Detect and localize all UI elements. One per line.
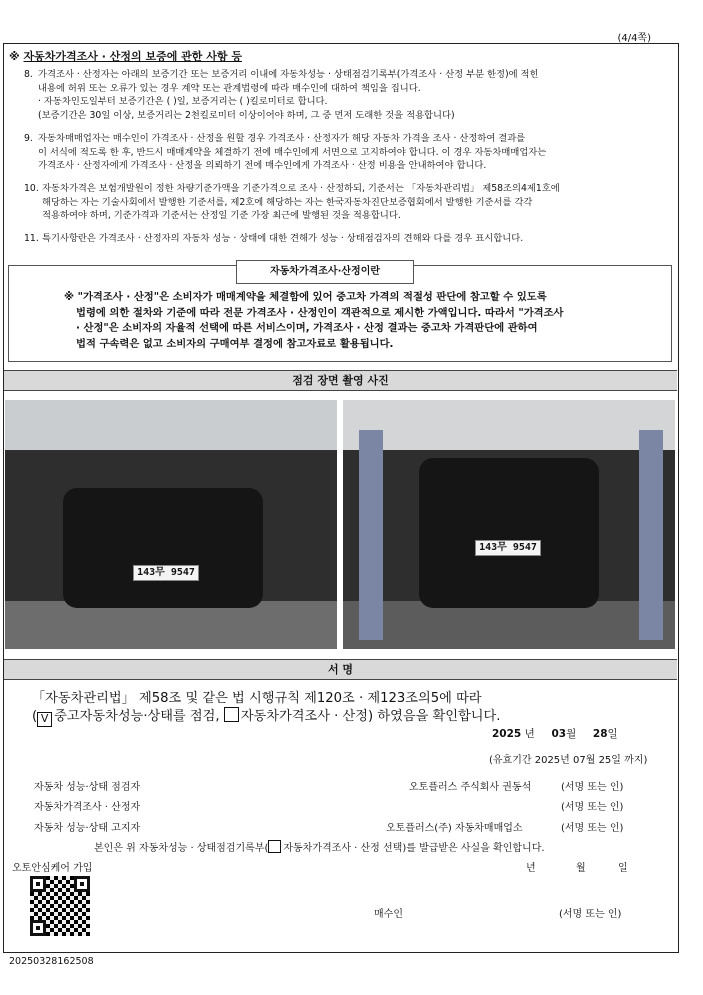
item-line: 내용에 허위 또는 오류가 있는 경우 계약 또는 관계법령에 따라 매수인에 대하여 책임을 집니다.: [38, 82, 421, 94]
item-number: 9.: [24, 133, 33, 144]
receipt-statement: [94, 839, 545, 854]
section-title: [9, 48, 242, 64]
reference-mark: ※: [9, 50, 20, 63]
notifier-name: 오토플러스(주) 자동차매매업소: [386, 823, 523, 834]
item-line: 자동차가격은 보험개발원이 정한 차량기준가액을 기준가격으로 조사 · 산정하되, 기준서는 「자동차관리법」 제58조의4제1호에: [42, 183, 560, 194]
item-line: 이 서식에 적도록 한 후, 반드시 매매계약을 체결하기 전에 매수인에게 서면으로 고지하여야 합니다. 이 경우 자동차매매업자는: [38, 146, 547, 158]
inspector-signature[interactable]: (서명 또는 인): [561, 782, 624, 793]
vehicle-rear: [419, 458, 599, 608]
rear-inspection-photo: [343, 400, 675, 649]
item-line: · 자동차인도일부터 보증기간은 ( )일, 보증거리는 ( )킬로미터로 합니다.: [38, 96, 328, 108]
buyer-label: 매수인: [374, 909, 403, 920]
notifier-role: 자동차 성능·상태 고지자: [34, 823, 141, 834]
vehicle-front: [63, 488, 263, 608]
receipt-post: 자동차가격조사 · 산정 선택)를 발급받은 사실을 확인합니다.: [283, 843, 545, 854]
date-month: 03: [551, 728, 567, 740]
receipt-appraisal-checkbox[interactable]: [268, 840, 281, 853]
document-id: 20250328162508: [9, 956, 94, 967]
signature-section-title: 서 명: [4, 659, 677, 680]
document-frame: [3, 43, 679, 953]
definition-label: 자동차가격조사·산정이란: [236, 260, 414, 284]
care-qr-code[interactable]: [30, 876, 90, 936]
guarantee-item-10: [24, 182, 664, 223]
receipt-year-label: 년: [526, 863, 536, 874]
month-unit: 월: [566, 728, 577, 740]
care-signup-label: 오토안심케어 가입: [12, 863, 93, 874]
date-year: 2025: [492, 728, 522, 740]
year-unit: 년: [524, 728, 535, 740]
item-line: 해당하는 자는 기술사회에서 발행한 기준서를, 제2호에 해당하는 자는 한국자동차진단보증협회에서 발행한 기준서를 각각: [42, 196, 533, 208]
definition-line: 법령에 의한 절차와 기준에 따라 전문 가격조사 · 산정인이 객관적으로 제시한 가액입니다. 따라서 "가격조사: [76, 306, 564, 319]
page-number: (4/4쪽): [617, 33, 651, 44]
signature-date: [492, 726, 618, 741]
confirmation-statement: [32, 705, 500, 727]
section-title-text: 자동차가격조사 · 산정의 보증에 관한 사항 등: [23, 50, 242, 63]
inspector-role: 자동차 성능·상태 점검자: [34, 782, 141, 793]
inspector-name: 오토플러스 주식회사 권동석: [409, 782, 532, 793]
buyer-signature[interactable]: (서명 또는 인): [559, 909, 622, 920]
guarantee-item-11: [24, 232, 664, 246]
confirm-end-text: 자동차가격조사 · 산정) 하였음을 확인합니다.: [240, 709, 501, 724]
item-number: 11.: [24, 233, 39, 244]
definition-text: [64, 290, 664, 352]
guarantee-item-8: [24, 68, 664, 122]
item-line: 가격조사 · 산정자는 아래의 보증기간 또는 보증거리 이내에 자동차성능 · 상태점검기록부(가격조사 · 산정 부분 한정)에 적힌: [38, 69, 539, 80]
definition-line: ※ "가격조사 · 산정"은 소비자가 매매계약을 체결함에 있어 중고차 가격의 적절성 판단에 참고할 수 있도록: [64, 291, 547, 303]
guarantee-item-9: [24, 132, 664, 173]
item-line: (보증기간은 30일 이상, 보증거리는 2천킬로미터 이상이어야 하며, 그 중 먼저 도래한 것을 적용합니다): [38, 109, 455, 121]
item-line: 적용하여야 하며, 기준가격과 기준서는 산정일 기준 가장 최근에 발행된 것을 적용합니다.: [42, 210, 401, 222]
photos-section-title: 점검 장면 촬영 사진: [4, 370, 677, 391]
receipt-day-label: 일: [618, 863, 628, 874]
receipt-month-label: 월: [576, 863, 586, 874]
notifier-signature[interactable]: (서명 또는 인): [561, 823, 624, 834]
rear-license-plate: 143무 9547: [475, 540, 541, 556]
item-line: 특기사항란은 가격조사 · 산정자의 자동차 성능 · 상태에 대한 견해가 성능 · 상태점검자의 견해와 다를 경우 표시합니다.: [42, 233, 524, 244]
item-number: 10.: [24, 183, 39, 194]
day-unit: 일: [607, 728, 618, 740]
appraiser-role: 자동차가격조사 · 산정자: [34, 802, 141, 813]
law-reference: 「자동차관리법」 제58조 및 같은 법 시행규칙 제120조 · 제123조의5에 따라: [32, 691, 482, 706]
confirm-mid-text: 중고자동차성능·상태를 점검,: [54, 709, 220, 724]
receipt-pre: 본인은 위 자동차성능 · 상태점검기록부(: [94, 843, 269, 854]
definition-line: · 산정"은 소비자의 자율적 선택에 따른 서비스이며, 가격조사 · 산정 결과는 중고차 가격판단에 관하여: [76, 322, 538, 334]
front-inspection-photo: [5, 400, 337, 649]
paren: (: [32, 709, 38, 724]
date-day: 28: [592, 728, 608, 740]
front-license-plate: 143무 9547: [133, 565, 199, 581]
appraiser-signature[interactable]: (서명 또는 인): [561, 802, 624, 813]
item-line: 자동차매매업자는 매수인이 가격조사 · 산정을 원할 경우 가격조사 · 산정자가 해당 자동차 가격을 조사 · 산정하여 결과를: [38, 133, 526, 144]
item-line: 가격조사 · 산정자에게 가격조사 · 산정을 의뢰하기 전에 매수인에게 가격조사 · 산정 비용을 안내하여야 합니다.: [38, 160, 487, 172]
performance-check-checkbox[interactable]: V: [37, 712, 52, 727]
item-number: 8.: [24, 69, 33, 80]
definition-line: 법적 구속력은 없고 소비자의 구매여부 결정에 참고자료로 활용됩니다.: [76, 337, 394, 350]
price-appraisal-checkbox[interactable]: [224, 707, 239, 722]
validity-period: (유효기간 2025년 07월 25일 까지): [489, 755, 648, 766]
